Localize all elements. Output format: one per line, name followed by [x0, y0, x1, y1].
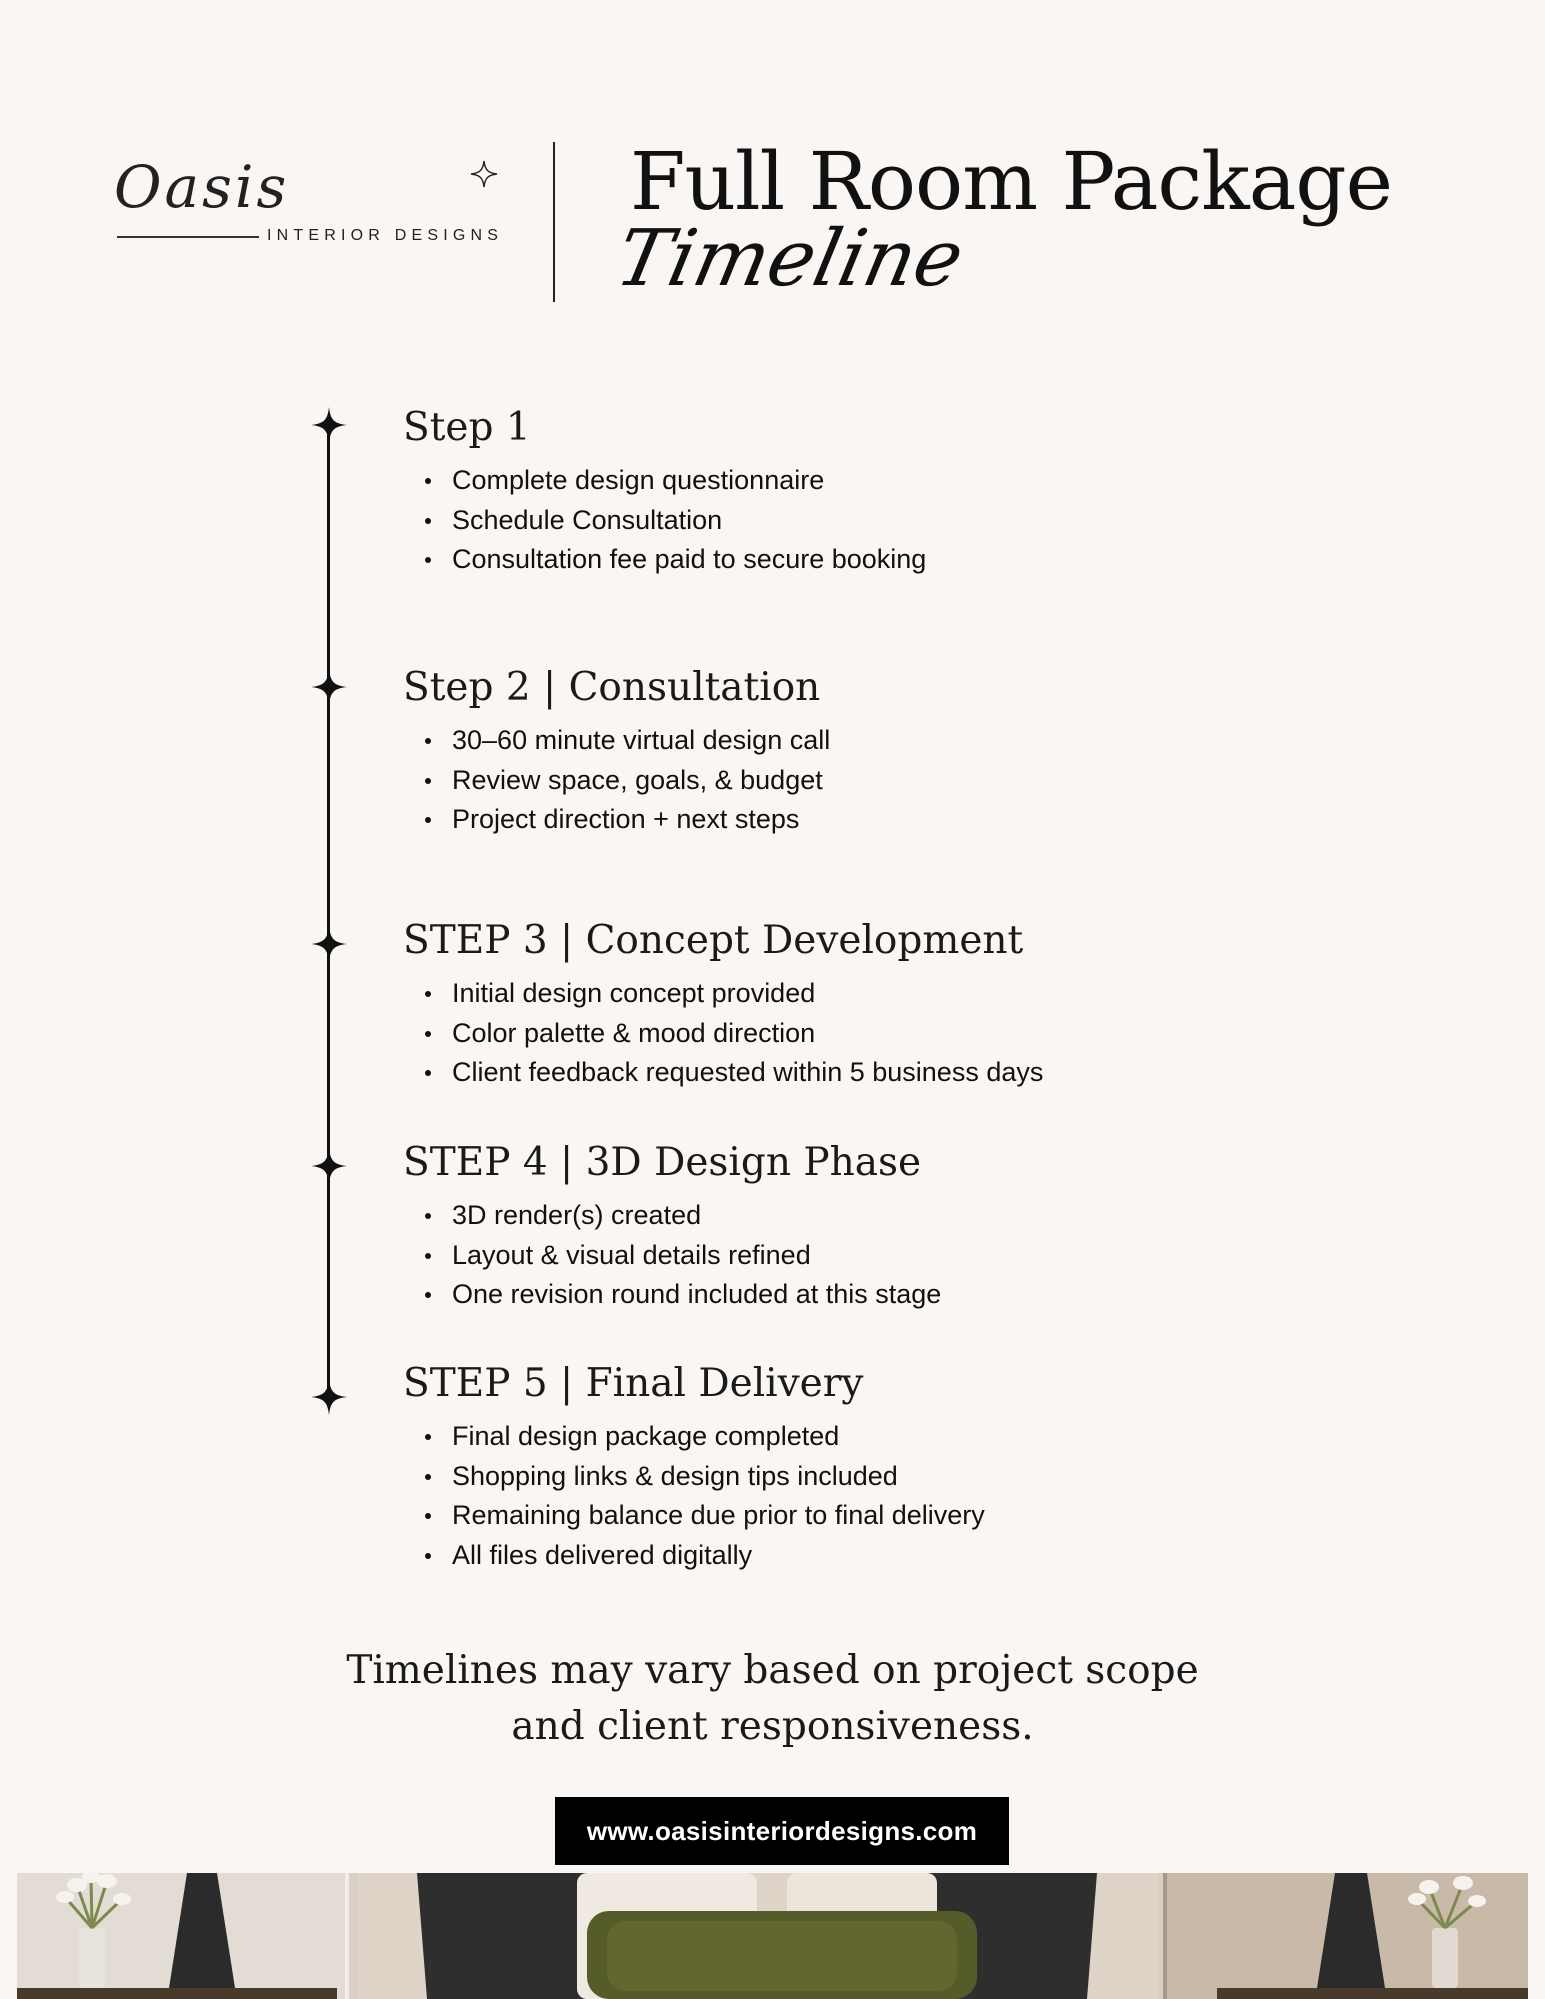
- logo-rule: [117, 236, 259, 238]
- list-item: 30–60 minute virtual design call: [403, 721, 830, 761]
- four-point-star-icon: [311, 1379, 347, 1415]
- page-title: Full Room Package: [630, 135, 1392, 228]
- timeline-disclaimer: [0, 1643, 1545, 1755]
- step-list: [403, 1417, 985, 1575]
- step-list: [403, 721, 830, 840]
- timeline-line: [327, 425, 330, 1397]
- list-item: Schedule Consultation: [403, 501, 926, 541]
- list-item: Shopping links & design tips included: [403, 1457, 985, 1497]
- brand-logo: [112, 150, 532, 260]
- step-heading: Step 1: [403, 405, 531, 450]
- website-link-button[interactable]: www.oasisinteriordesigns.com: [555, 1797, 1009, 1865]
- list-item: Remaining balance due prior to final delivery: [403, 1496, 985, 1536]
- timeline-step-4: [403, 1140, 942, 1315]
- list-item: Initial design concept provided: [403, 974, 1043, 1014]
- step-heading: STEP 4 | 3D Design Phase: [403, 1140, 922, 1185]
- step-list: [403, 974, 1043, 1093]
- four-point-star-icon: [311, 669, 347, 705]
- four-point-star-icon: [311, 1148, 347, 1184]
- list-item: Final design package completed: [403, 1417, 985, 1457]
- sparkle-star-icon: [470, 160, 498, 188]
- step-list: [403, 461, 926, 580]
- timeline-step-5: [403, 1361, 985, 1575]
- page-subtitle: Timeline: [608, 214, 971, 304]
- header-divider: [553, 142, 555, 302]
- list-item: Layout & visual details refined: [403, 1236, 941, 1276]
- list-item: 3D render(s) created: [403, 1196, 941, 1236]
- list-item: Review space, goals, & budget: [403, 761, 830, 801]
- step-heading: Step 2 | Consultation: [403, 665, 821, 710]
- logo-subtitle: INTERIOR DESIGNS: [267, 227, 504, 244]
- list-item: One revision round included at this stage: [403, 1275, 941, 1315]
- logo-script-text: Oasis: [114, 153, 290, 221]
- bedroom-illustration: [17, 1873, 1528, 1999]
- interior-photo: [17, 1873, 1528, 1999]
- step-heading: STEP 3 | Concept Development: [403, 918, 1024, 963]
- step-heading: STEP 5 | Final Delivery: [403, 1361, 864, 1406]
- list-item: Consultation fee paid to secure booking: [403, 540, 926, 580]
- disclaimer-line: Timelines may vary based on project scope: [346, 1648, 1199, 1693]
- list-item: All files delivered digitally: [403, 1536, 985, 1576]
- four-point-star-icon: [311, 926, 347, 962]
- timeline-step-3: [403, 918, 1044, 1093]
- list-item: Complete design questionnaire: [403, 461, 926, 501]
- step-list: [403, 1196, 941, 1315]
- timeline-step-1: [403, 405, 927, 580]
- list-item: Color palette & mood direction: [403, 1014, 1043, 1054]
- list-item: Client feedback requested within 5 business days: [403, 1053, 1043, 1093]
- list-item: Project direction + next steps: [403, 800, 830, 840]
- four-point-star-icon: [311, 407, 347, 443]
- timeline-step-2: [403, 665, 831, 840]
- disclaimer-line: and client responsiveness.: [511, 1704, 1034, 1749]
